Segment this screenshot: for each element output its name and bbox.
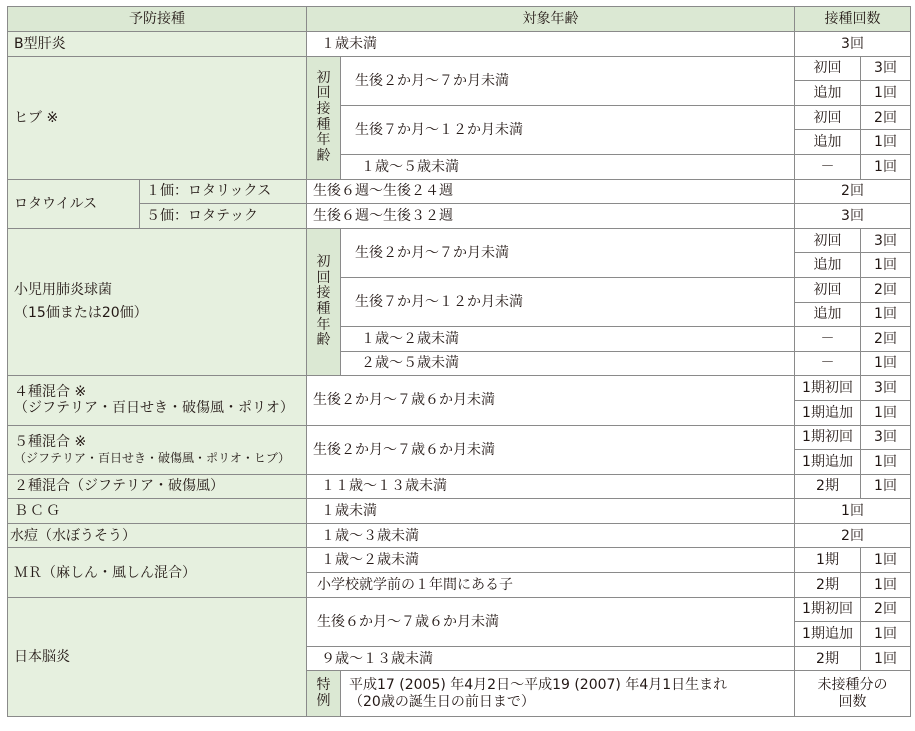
vaccine-name-je: 日本脳炎	[8, 597, 307, 717]
table-row	[8, 548, 911, 573]
age-cell: 生後７か月～１２か月未満	[341, 105, 795, 154]
dose-count: 2回	[861, 327, 911, 352]
table-row	[8, 228, 911, 253]
count-cell: 1回	[795, 499, 911, 524]
vaccine-name-four	[8, 376, 307, 425]
dose-count: 3回	[861, 376, 911, 401]
vaccination-schedule-table	[7, 6, 911, 717]
dose-kind: 追加	[795, 81, 861, 106]
age-cell: 生後６週～生後３２週	[307, 204, 795, 229]
dose-count: 1回	[861, 646, 911, 671]
rota-variant: ５価：ロタテック	[140, 204, 307, 229]
dose-kind: 1期初回	[795, 597, 861, 622]
dose-kind: －	[795, 327, 861, 352]
age-cell: 生後２か月～７歳６か月未満	[307, 376, 795, 425]
age-cell: １１歳～１３歳未満	[307, 474, 795, 499]
dose-kind: 初回	[795, 105, 861, 130]
special-count-line1: 未接種分の	[817, 677, 888, 694]
vaccine-name-two: ２種混合（ジフテリア・破傷風）	[8, 474, 307, 499]
vaccine-name-hepb: B型肝炎	[8, 32, 307, 57]
dose-count: 3回	[861, 425, 911, 450]
first-age-label: 初回接種年齢	[307, 228, 341, 376]
table-row	[8, 204, 911, 229]
dose-count: 2回	[861, 597, 911, 622]
dose-kind: 2期	[795, 646, 861, 671]
first-age-label: 初回接種年齢	[307, 56, 341, 179]
dose-count: 2回	[861, 105, 911, 130]
special-age-line2: （20歳の誕生日の前日まで）	[349, 693, 535, 710]
dose-count: 3回	[861, 228, 911, 253]
dose-kind: 1期初回	[795, 425, 861, 450]
age-cell: 生後２か月～７歳６か月未満	[307, 425, 795, 474]
special-count-cell	[795, 671, 911, 717]
dose-kind: 2期	[795, 573, 861, 598]
table-row	[8, 376, 911, 401]
header-count: 接種回数	[795, 7, 911, 32]
count-cell: 2回	[795, 179, 911, 204]
dose-count: 3回	[861, 56, 911, 81]
count-cell: 2回	[795, 523, 911, 548]
table-row	[8, 179, 911, 204]
special-age-cell	[341, 671, 795, 717]
dose-kind: 1期初回	[795, 376, 861, 401]
table-row	[8, 425, 911, 450]
table-row	[8, 56, 911, 81]
table-row	[8, 474, 911, 499]
pneumo-name-line2: （15価または20価）	[14, 305, 148, 322]
dose-count: 2回	[861, 277, 911, 302]
age-cell: 生後６か月～７歳６か月未満	[307, 597, 795, 646]
age-cell: ２歳～５歳未満	[341, 351, 795, 376]
rota-variant: １価：ロタリックス	[140, 179, 307, 204]
table-row	[8, 597, 911, 622]
pneumo-name-line1: 小児用肺炎球菌	[14, 282, 112, 299]
five-name-line2: （ジフテリア・百日せき・破傷風・ポリオ・ヒブ）	[14, 450, 291, 465]
four-name-line1: ４種混合 ※	[14, 383, 87, 400]
dose-count: 1回	[861, 130, 911, 155]
dose-count: 1回	[861, 622, 911, 647]
age-cell: 小学校就学前の１年間にある子	[307, 573, 795, 598]
count-cell: 3回	[795, 204, 911, 229]
dose-kind: 1期追加	[795, 622, 861, 647]
vaccine-name-pneumo	[8, 228, 307, 376]
age-cell: １歳～２歳未満	[307, 548, 795, 573]
tokurei-label: 特例	[307, 671, 341, 717]
age-cell: １歳～２歳未満	[341, 327, 795, 352]
vaccine-name-hib: ヒブ ※	[8, 56, 307, 179]
dose-kind: －	[795, 351, 861, 376]
dose-kind: 2期	[795, 474, 861, 499]
dose-kind: 1期追加	[795, 400, 861, 425]
age-cell: １歳未満	[307, 32, 795, 57]
dose-kind: 追加	[795, 253, 861, 278]
five-name-line1: ５種混合 ※	[14, 434, 87, 450]
age-cell: 生後２か月～７か月未満	[341, 56, 795, 105]
dose-kind: 初回	[795, 228, 861, 253]
dose-count: 1回	[861, 302, 911, 327]
dose-kind: －	[795, 154, 861, 179]
age-cell: 生後６週～生後２４週	[307, 179, 795, 204]
table-row	[8, 523, 911, 548]
dose-kind: 1期	[795, 548, 861, 573]
header-vaccine: 予防接種	[8, 7, 307, 32]
dose-count: 1回	[861, 450, 911, 475]
dose-kind: 初回	[795, 277, 861, 302]
dose-count: 1回	[861, 573, 911, 598]
vaccine-name-five	[8, 425, 307, 474]
dose-count: 1回	[861, 154, 911, 179]
special-count-line2: 回数	[838, 693, 867, 710]
header-age: 対象年齢	[307, 7, 795, 32]
dose-kind: 1期追加	[795, 450, 861, 475]
vaccine-name-mr: ＭＲ（麻しん・風しん混合）	[8, 548, 307, 597]
age-cell: １歳～５歳未満	[341, 154, 795, 179]
count-cell: 3回	[795, 32, 911, 57]
vaccine-name-bcg: ＢＣＧ	[8, 499, 307, 524]
four-name-line2: （ジフテリア・百日せき・破傷風・ポリオ）	[14, 400, 294, 417]
dose-count: 1回	[861, 351, 911, 376]
age-cell: 生後２か月～７か月未満	[341, 228, 795, 277]
dose-count: 1回	[861, 81, 911, 106]
dose-kind: 追加	[795, 130, 861, 155]
age-cell: １歳未満	[307, 499, 795, 524]
vaccine-name-varicella: 水痘（水ぼうそう）	[8, 523, 307, 548]
dose-kind: 追加	[795, 302, 861, 327]
age-cell: ９歳～１３歳未満	[307, 646, 795, 671]
age-cell: 生後７か月～１２か月未満	[341, 277, 795, 326]
table-row	[8, 32, 911, 57]
dose-kind: 初回	[795, 56, 861, 81]
header-row	[8, 7, 911, 32]
special-age-line1: 平成17 (2005) 年4月2日～平成19 (2007) 年4月1日生まれ	[349, 677, 728, 694]
table-row	[8, 499, 911, 524]
dose-count: 1回	[861, 400, 911, 425]
dose-count: 1回	[861, 474, 911, 499]
age-cell: １歳～３歳未満	[307, 523, 795, 548]
dose-count: 1回	[861, 548, 911, 573]
vaccine-name-rota: ロタウイルス	[8, 179, 140, 228]
dose-count: 1回	[861, 253, 911, 278]
